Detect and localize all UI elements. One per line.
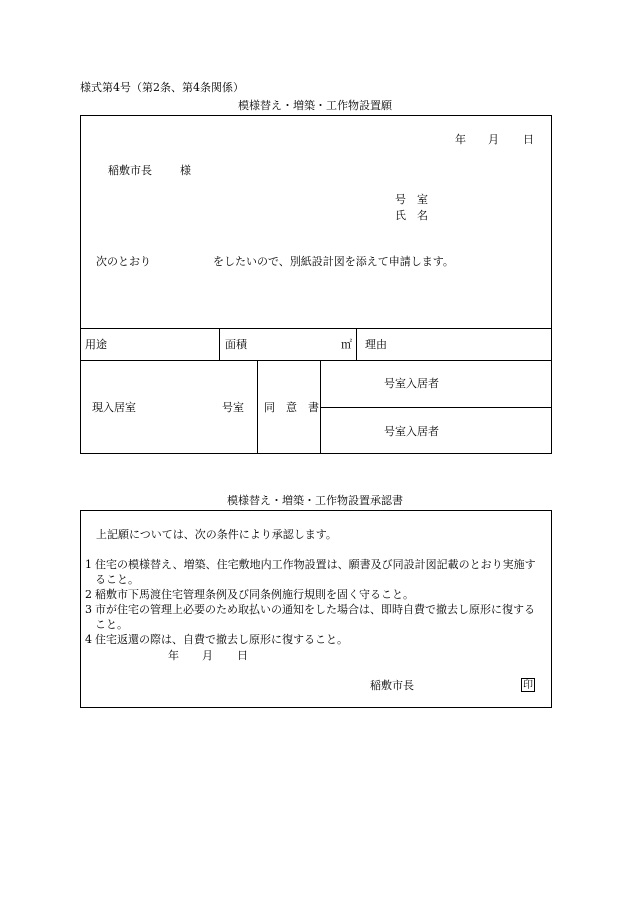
seal-mark: 印: [523, 680, 533, 691]
current-room-label: 現入居室: [92, 401, 136, 414]
date-month: 月: [488, 133, 499, 146]
condition-text: 市が住宅の管理上必要のため取払いの通知をした場合は、即時自費で撤去し原形に復すること。: [95, 603, 535, 632]
usage-label: 用途: [85, 338, 107, 351]
body-prefix: 次のとおり: [96, 255, 151, 268]
condition-number: 3: [85, 603, 92, 616]
application-title: 模様替え・増築・工作物設置願: [238, 99, 392, 112]
condition-text: 稲敷市下馬渡住宅管理条例及び同条例施行規則を固く守ること。: [95, 588, 414, 601]
cell-divider: [356, 328, 357, 360]
approval-intro: 上記願については、次の条件により承認します。: [96, 528, 337, 541]
condition-number: 1: [85, 558, 92, 571]
approval-date-year: 年: [168, 649, 179, 662]
form-number: 様式第4号（第2条、第4条関係）: [80, 81, 244, 94]
approval-date-month: 月: [202, 649, 213, 662]
date-day: 日: [523, 133, 534, 146]
approval-date-day: 日: [237, 649, 248, 662]
cell-divider: [219, 328, 220, 360]
area-label: 面積: [225, 338, 247, 351]
resident-1: 号室入居者: [384, 377, 439, 390]
addressee-honorific: 様: [180, 164, 191, 177]
condition-text: 住宅の模様替え、増築、住宅敷地内工作物設置は、願書及び同設計図記載のとおり実施すること。: [95, 558, 536, 587]
row-divider: [80, 360, 552, 361]
reason-label: 理由: [365, 338, 387, 351]
resident-2: 号室入居者: [384, 425, 439, 438]
room-label: 号 室: [395, 193, 428, 206]
approval-title: 模様替え・増築・工作物設置承認書: [227, 494, 403, 507]
current-room-suffix: 号室: [222, 401, 244, 414]
body-suffix: をしたいので、別紙設計図を添えて申請します。: [213, 255, 454, 268]
name-label: 氏 名: [395, 209, 428, 222]
row-divider: [80, 328, 552, 329]
date-year: 年: [455, 133, 466, 146]
area-unit: ㎡: [341, 338, 352, 351]
consent-label: 同 意 書: [264, 401, 319, 414]
issuer: 稲敷市長: [370, 679, 414, 692]
addressee: 稲敷市長: [108, 164, 152, 177]
row-divider: [320, 407, 552, 408]
cell-divider: [257, 360, 258, 454]
condition-number: 4: [85, 633, 92, 646]
condition-number: 2: [85, 588, 92, 601]
condition-text: 住宅返還の際は、自費で撤去し原形に復すること。: [95, 633, 348, 646]
